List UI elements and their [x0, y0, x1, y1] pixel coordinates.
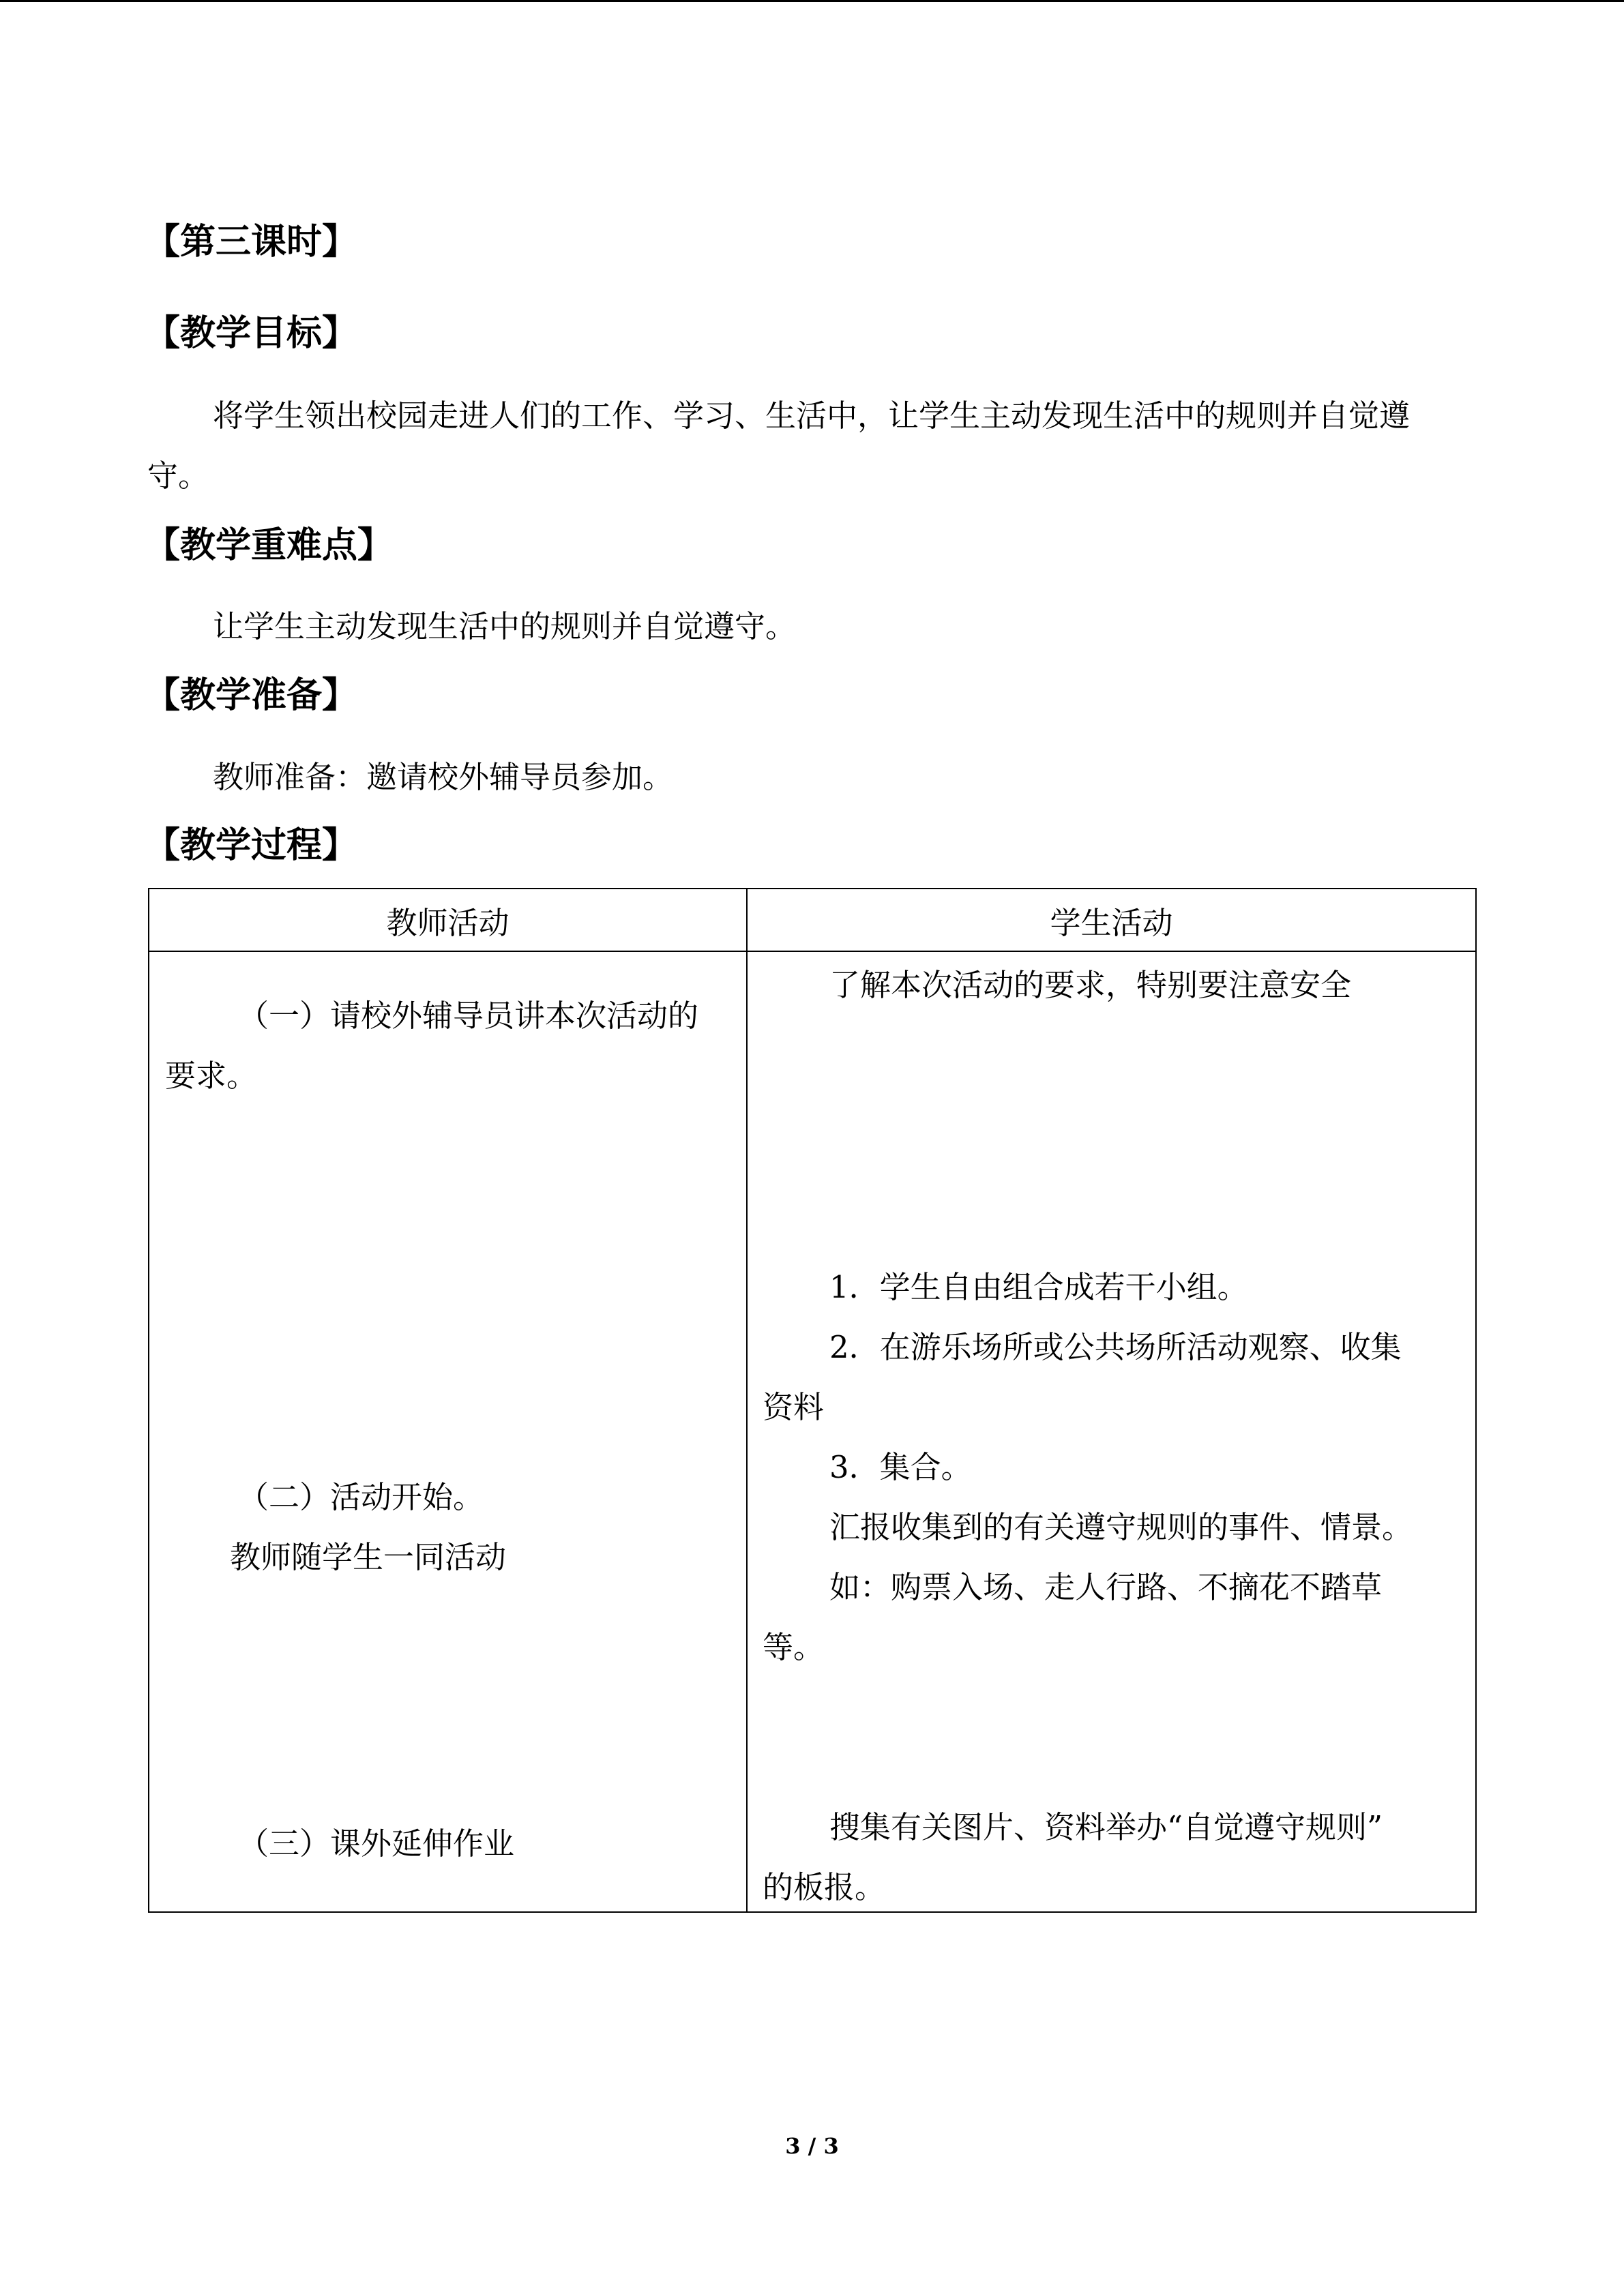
student-step2-example-cont: 等。	[763, 1629, 825, 1665]
top-border-line	[0, 0, 1624, 2]
student-step2-item3: 3．集合。	[829, 1449, 972, 1485]
table-body-row	[149, 951, 1476, 1912]
teacher-step3: （三）课外延伸作业	[238, 1825, 515, 1862]
heading-teaching-process: 【教学过程】	[145, 825, 358, 866]
student-step1: 了解本次活动的要求，特别要注意安全	[829, 967, 1352, 1003]
teacher-step1-line1: （一）请校外辅导员讲本次活动的	[238, 998, 699, 1034]
teacher-step2-line2: 教师随学生一同活动	[230, 1539, 507, 1575]
heading-teaching-goal: 【教学目标】	[145, 313, 358, 354]
student-activity-cell	[747, 951, 1476, 1912]
heading-key-points: 【教学重难点】	[145, 525, 394, 566]
student-step2-example: 如：购票入场、走人行路、不摘花不踏草	[829, 1569, 1383, 1605]
student-activity-header: 学生活动	[747, 889, 1476, 951]
student-step3-line2: 的板报。	[763, 1869, 886, 1905]
heading-lesson: 【第三课时】	[145, 222, 358, 263]
student-step2-item2-cont: 资料	[763, 1389, 825, 1425]
teacher-step1-line2: 要求。	[165, 1058, 258, 1094]
key-points-text: 让学生主动发现生活中的规则并自觉遵守。	[213, 608, 797, 644]
student-step3-line1: 搜集有关图片、资料举办“自觉遵守规则”	[829, 1809, 1383, 1845]
heading-preparation: 【教学准备】	[145, 675, 358, 716]
teacher-activity-cell	[149, 951, 747, 1912]
table-header-row	[149, 889, 1476, 951]
teaching-process-table	[148, 888, 1477, 1913]
teacher-activity-header: 教师活动	[149, 889, 747, 951]
student-step2-item1: 1．学生自由组合成若干小组。	[829, 1269, 1248, 1305]
teacher-step2-line1: （二）活动开始。	[238, 1479, 484, 1515]
student-step2-item2: 2．在游乐场所或公共场所活动观察、收集	[829, 1329, 1402, 1365]
page-number: 3 / 3	[785, 2133, 839, 2159]
student-step2-report: 汇报收集到的有关遵守规则的事件、情景。	[829, 1509, 1413, 1545]
preparation-text: 教师准备：邀请校外辅导员参加。	[213, 759, 674, 795]
teaching-goal-text: 将学生领出校园走进人们的工作、学习、生活中，让学生主动发现生活中的规则并自觉遵守。	[147, 398, 1411, 494]
